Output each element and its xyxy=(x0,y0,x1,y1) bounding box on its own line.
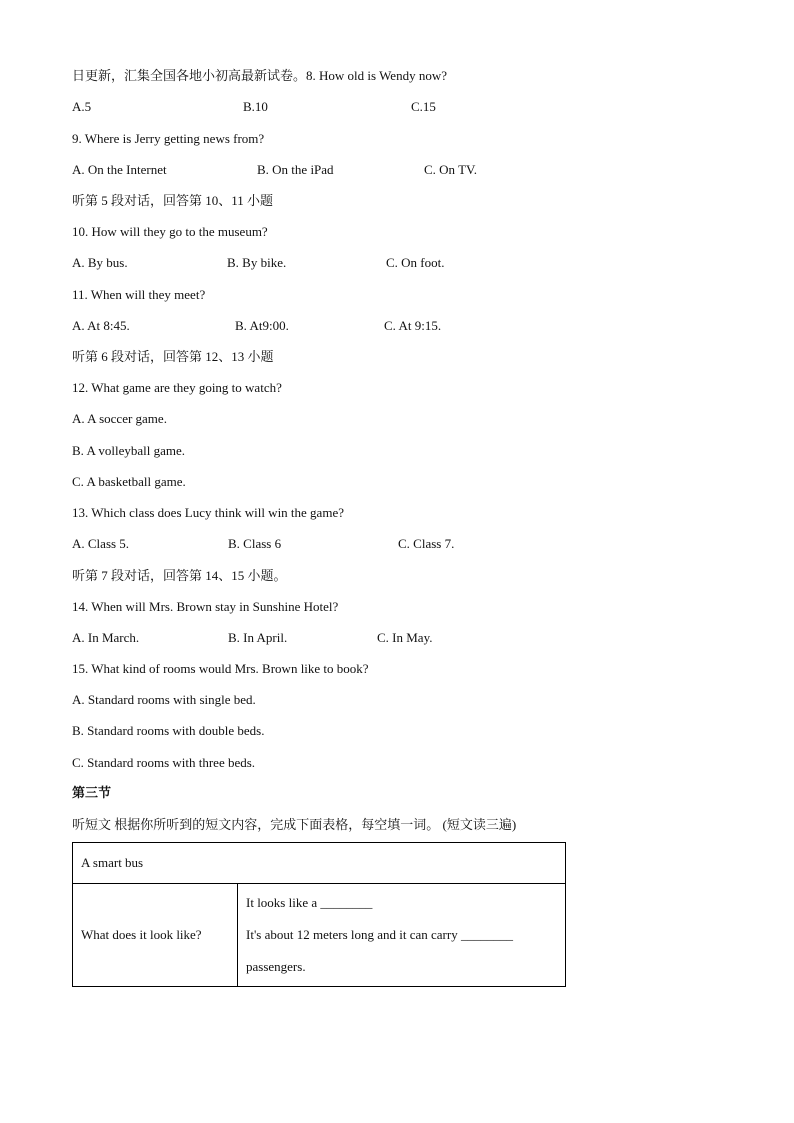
option-b: B. In April. xyxy=(228,630,288,645)
section-heading-5: 听第 5 段对话，回答第 10、11 小题 xyxy=(72,193,274,208)
option-b: B. A volleyball game. xyxy=(72,443,186,458)
option-a: A. A soccer game. xyxy=(72,411,167,426)
question-11: 11. When will they meet? xyxy=(72,287,206,302)
answer-line: It looks like a ________ xyxy=(246,895,373,910)
fill-in-table xyxy=(72,842,566,987)
option-c: C. At 9:15. xyxy=(384,318,442,333)
option-b: B. At9:00. xyxy=(235,318,289,333)
option-c: C. Standard rooms with three beds. xyxy=(72,755,256,770)
option-a: A. On the Internet xyxy=(72,162,167,177)
option-c: C. On foot. xyxy=(386,255,445,270)
option-a: A. In March. xyxy=(72,630,140,645)
table-answer-cell xyxy=(238,884,566,987)
option-a: A. Class 5. xyxy=(72,536,130,551)
option-a: A. At 8:45. xyxy=(72,318,130,333)
option-c: C. A basketball game. xyxy=(72,474,186,489)
table-title-cell: A smart bus xyxy=(73,843,566,884)
option-b: B. By bike. xyxy=(227,255,287,270)
answer-line: passengers. xyxy=(246,959,306,974)
option-c: C. In May. xyxy=(377,630,433,645)
option-a: A. By bus. xyxy=(72,255,128,270)
instructions: 听短文 根据你所听到的短文内容，完成下面表格，每空填一词。 (短文读三遍) xyxy=(72,817,517,832)
option-b: B.10 xyxy=(243,99,268,114)
option-b: B. On the iPad xyxy=(257,162,334,177)
section-heading-6: 听第 6 段对话，回答第 12、13 小题 xyxy=(72,349,274,364)
option-c: C. Class 7. xyxy=(398,536,455,551)
option-a: A.5 xyxy=(72,99,92,114)
section-heading-7: 听第 7 段对话，回答第 14、15 小题。 xyxy=(72,568,287,583)
table-row xyxy=(73,843,566,884)
table-row xyxy=(73,884,566,987)
table-question-cell: What does it look like? xyxy=(73,884,238,987)
answer-line: It's about 12 meters long and it can carry ________ xyxy=(246,927,513,942)
question-9: 9. Where is Jerry getting news from? xyxy=(72,131,265,146)
option-b: B. Standard rooms with double beds. xyxy=(72,723,265,738)
section-title: 第三节 xyxy=(72,786,112,801)
option-c: C. On TV. xyxy=(424,162,477,177)
question-14: 14. When will Mrs. Brown stay in Sunshine Hotel? xyxy=(72,599,339,614)
option-a: A. Standard rooms with single bed. xyxy=(72,692,256,707)
question-10: 10. How will they go to the museum? xyxy=(72,224,268,239)
question-12: 12. What game are they going to watch? xyxy=(72,380,282,395)
question-15: 15. What kind of rooms would Mrs. Brown like to book? xyxy=(72,661,369,676)
option-b: B. Class 6 xyxy=(228,536,282,551)
line-q8: 日更新，汇集全国各地小初高最新试卷。8. How old is Wendy now? xyxy=(72,68,447,83)
question-13: 13. Which class does Lucy think will win the game? xyxy=(72,505,344,520)
option-c: C.15 xyxy=(411,99,436,114)
